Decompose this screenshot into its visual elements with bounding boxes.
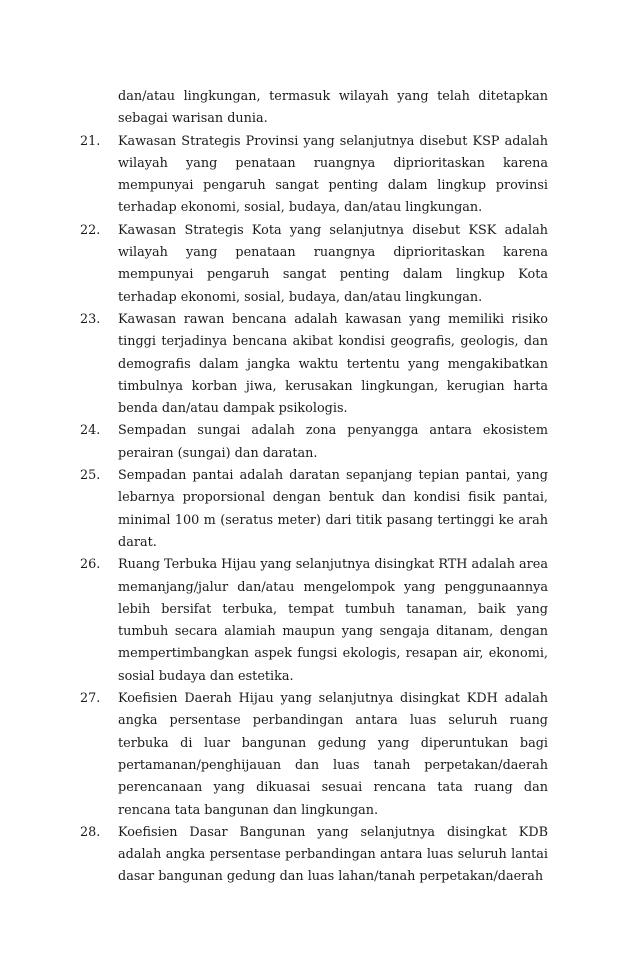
- item-number: 28.: [80, 824, 101, 840]
- list-item-21: [80, 131, 548, 220]
- item-text: Ruang Terbuka Hijau yang selanjutnya disingkat RTH adalah area memanjang/jalur dan/atau mengelompok yang penggunaannya lebih bersifat terbuka, tempat tumbuh tanaman, baik yang tumbuh secara alamiah maupun yang sengaja ditanam, dengan mempertimbangkan aspek fungsi ekologis, resapan air, ekonomi, sosial budaya dan estetika.: [118, 557, 548, 684]
- item-text: Kawasan Strategis Provinsi yang selanjutnya disebut KSP adalah wilayah yang penataan ruangnya diprioritaskan karena mempunyai pengaruh sangat penting dalam lingkup provinsi terhadap ekonomi, sosial, budaya, dan/atau lingkungan.: [118, 133, 548, 216]
- definitions-list: [80, 86, 548, 889]
- item-number: 21.: [80, 133, 101, 149]
- item-number: 27.: [80, 691, 101, 707]
- item-text: Koefisien Dasar Bangunan yang selanjutnya disingkat KDB adalah angka persentase perbandingan antara luas seluruh lantai dasar bangunan gedung dan luas lahan/tanah perpetakan/daerah: [118, 824, 548, 885]
- list-item-25: [80, 465, 548, 554]
- list-item-24: [80, 420, 548, 465]
- list-item-22: [80, 220, 548, 309]
- item-number: 22.: [80, 222, 101, 238]
- item-text: Kawasan rawan bencana adalah kawasan yang memiliki risiko tinggi terjadinya bencana akibat kondisi geografis, geologis, dan demografis dalam jangka waktu tertentu yang mengakibatkan timbulnya korban jiwa, kerusakan lingkungan, kerugian harta benda dan/atau dampak psikologis.: [118, 311, 548, 417]
- list-item-28: [80, 822, 548, 889]
- item-text: Koefisien Daerah Hijau yang selanjutnya disingkat KDH adalah angka persentase perbandingan antara luas seluruh ruang terbuka di luar bangunan gedung yang diperuntukan bagi pertamanan/penghijauan dan luas tanah perpetakan/daerah perencanaan yang dikuasai sesuai rencana tata ruang dan rencana tata bangunan dan lingkungan.: [118, 691, 548, 818]
- item-text: Sempadan sungai adalah zona penyangga antara ekosistem perairan (sungai) dan daratan.: [118, 423, 548, 461]
- item-number: 23.: [80, 311, 101, 327]
- item-text: Sempadan pantai adalah daratan sepanjang tepian pantai, yang lebarnya proporsional dengan bentuk dan kondisi fisik pantai, minimal 100 m (seratus meter) dari titik pasang tertinggi ke arah darat.: [118, 468, 548, 550]
- item-number: 26.: [80, 557, 101, 573]
- list-item-27: [80, 688, 548, 822]
- item-number: 25.: [80, 468, 101, 484]
- list-item-23: [80, 309, 548, 420]
- item-text: Kawasan Strategis Kota yang selanjutnya disebut KSK adalah wilayah yang penataan ruangnya diprioritaskan karena mempunyai pengaruh sangat penting dalam lingkup Kota terhadap ekonomi, sosial, budaya, dan/atau lingkungan.: [118, 222, 548, 305]
- continued-paragraph: dan/atau lingkungan, termasuk wilayah yang telah ditetapkan sebagai warisan dunia.: [118, 89, 548, 127]
- list-item-26: [80, 554, 548, 688]
- item-number: 24.: [80, 423, 101, 439]
